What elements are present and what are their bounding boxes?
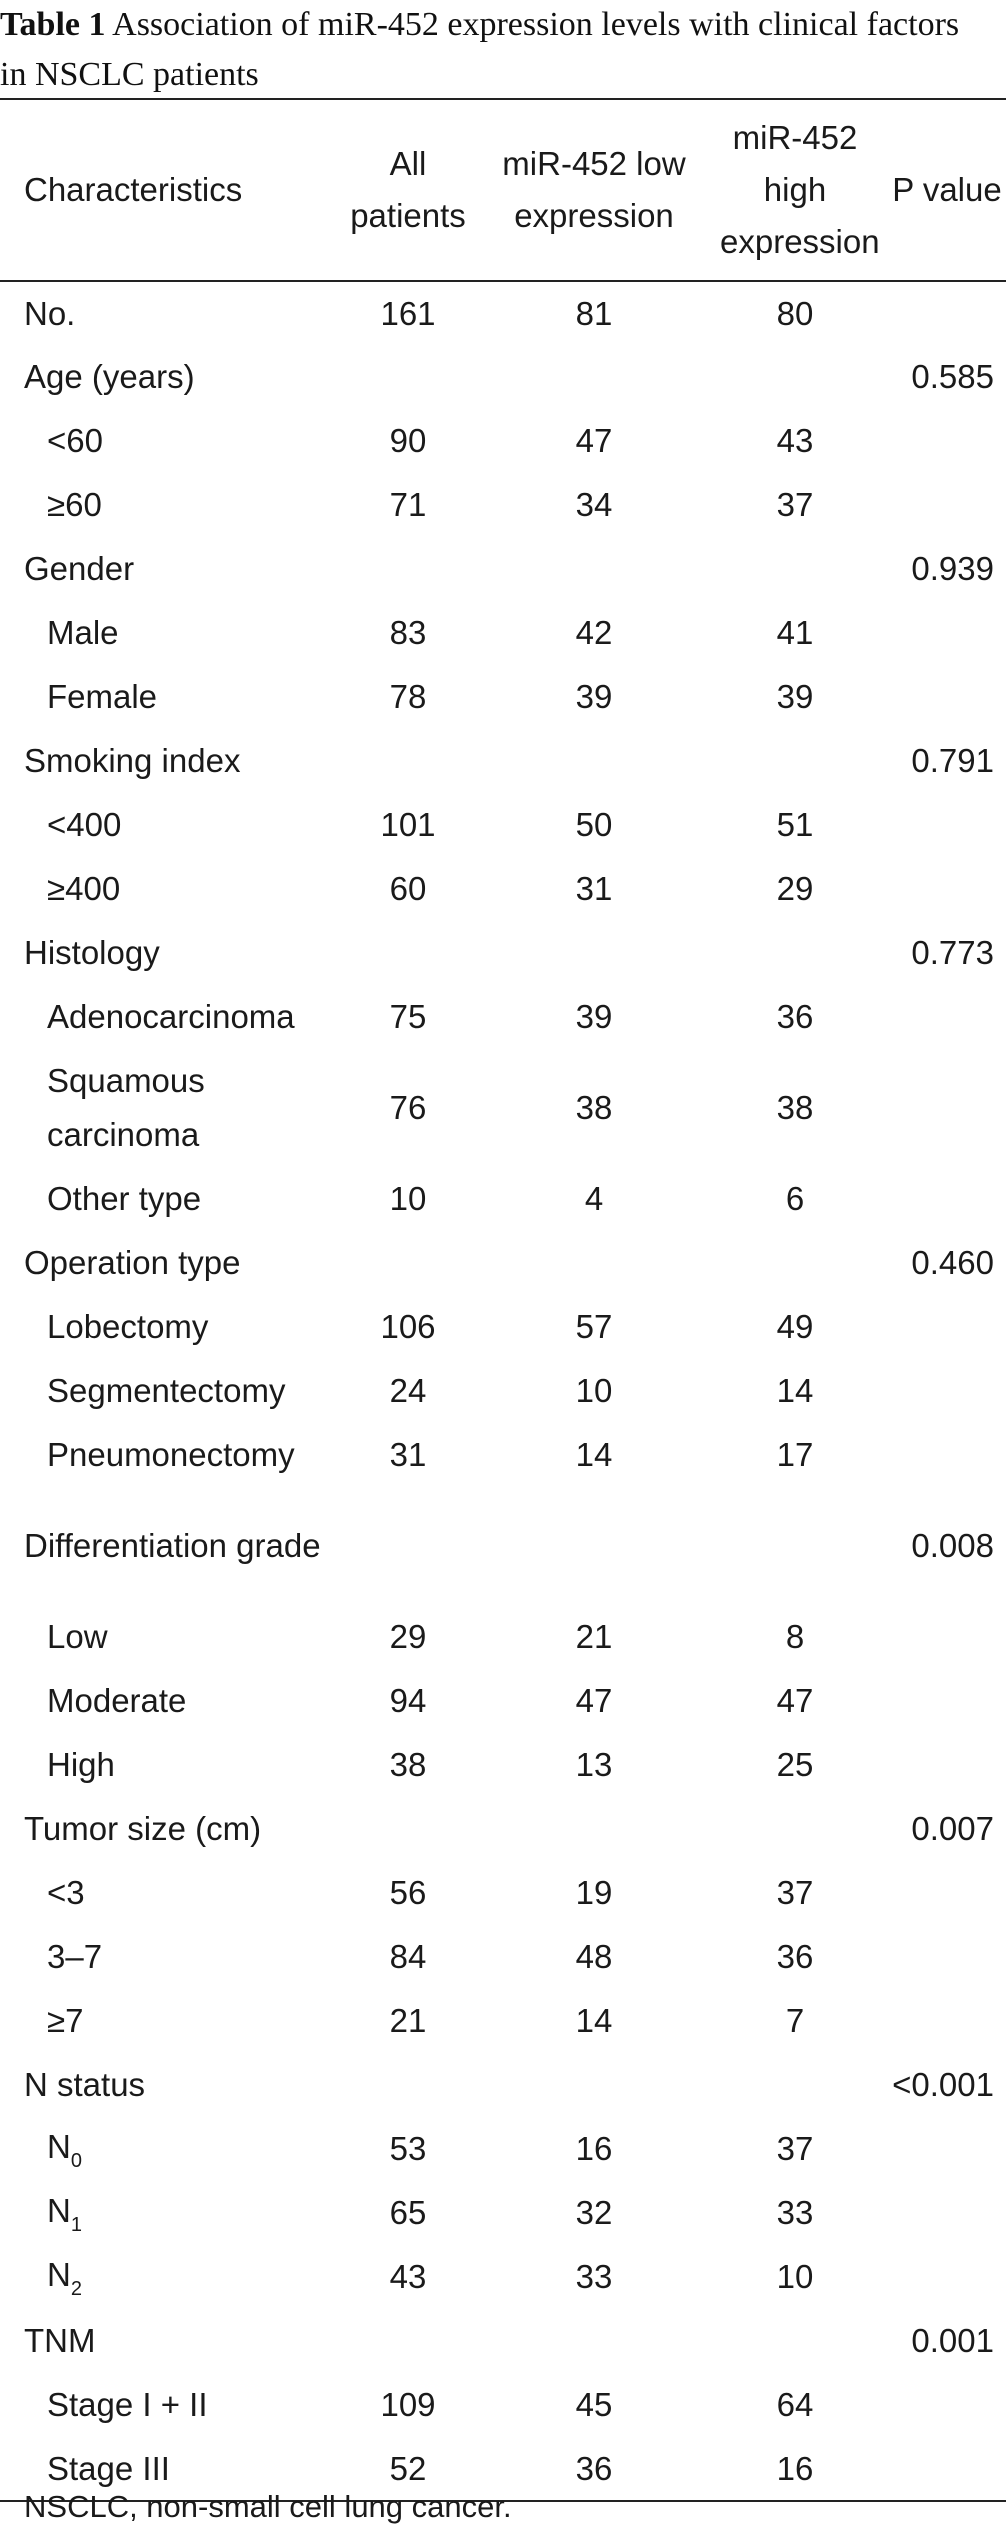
- cell-low-expression: 57: [575, 1308, 613, 1345]
- cell-high-expression: [702, 921, 888, 985]
- table-row: [0, 601, 1006, 665]
- cell-low-expression: 16: [575, 2130, 613, 2167]
- table-row: [0, 857, 1006, 921]
- cell-all-patients: 52: [389, 2449, 427, 2487]
- cell-high-expression: [702, 1487, 888, 1605]
- cell-low-expression: 48: [575, 1938, 613, 1975]
- cell-high-expression: [702, 2309, 888, 2373]
- row-label: [0, 793, 330, 857]
- cell-low-expression: [486, 729, 702, 793]
- cell-high-expression: 43: [776, 422, 814, 459]
- cell-low-expression: 47: [575, 1682, 613, 1719]
- cell-high-expression: 51: [776, 806, 814, 843]
- row-label-subscript: 0: [70, 2149, 82, 2172]
- table-row: [0, 1797, 1006, 1861]
- cell-p-value: [888, 1167, 1006, 1231]
- cell-all-patients: [330, 345, 486, 409]
- cell-high-expression: 47: [776, 1682, 814, 1719]
- cell-high-expression: 16: [776, 2449, 814, 2487]
- cell-p-value: [888, 2117, 1006, 2181]
- row-label: [0, 985, 330, 1049]
- cell-all-patients: 56: [389, 1874, 427, 1911]
- table-row: [0, 1733, 1006, 1797]
- row-label-subscript: 1: [70, 2213, 82, 2236]
- table-caption: [0, 0, 980, 100]
- cell-all-patients: [330, 921, 486, 985]
- table-row: [0, 1423, 1006, 1487]
- cell-high-expression: 37: [776, 486, 814, 523]
- cell-high-expression: 33: [776, 2194, 814, 2231]
- cell-all-patients: 84: [389, 1938, 427, 1975]
- cell-p-value: 0.008: [911, 1527, 994, 1564]
- cell-p-value: [888, 2373, 1006, 2437]
- cell-high-expression: 14: [776, 1372, 814, 1409]
- cell-p-value: [888, 1733, 1006, 1797]
- row-label: [0, 1605, 330, 1669]
- cell-p-value: [888, 665, 1006, 729]
- cell-high-expression: 36: [776, 998, 814, 1035]
- cell-all-patients: [330, 1231, 486, 1295]
- table-header-row: [0, 99, 1006, 281]
- table-row: [0, 1605, 1006, 1669]
- cell-p-value: [888, 473, 1006, 537]
- cell-low-expression: 14: [575, 2002, 613, 2039]
- cell-all-patients: [330, 537, 486, 601]
- row-label-text: N status: [24, 2066, 146, 2103]
- cell-all-patients: 10: [389, 1180, 427, 1217]
- cell-all-patients: [330, 1797, 486, 1861]
- cell-p-value: [888, 1605, 1006, 1669]
- clinical-factors-table: [0, 98, 1006, 2502]
- cell-high-expression: 25: [776, 1746, 814, 1783]
- row-label-text: Moderate: [47, 1682, 187, 1719]
- cell-all-patients: 161: [380, 294, 436, 332]
- cell-all-patients: 21: [389, 2002, 427, 2039]
- cell-all-patients: 71: [389, 486, 427, 523]
- cell-p-value: 0.939: [911, 550, 994, 587]
- row-label-text: Smoking index: [24, 742, 241, 779]
- table-row: [0, 921, 1006, 985]
- table-caption-text: Association of miR-452 expression levels with clinical factors in NSCLC patients: [0, 6, 960, 93]
- row-label: [0, 857, 330, 921]
- cell-p-value: [888, 281, 1006, 345]
- table-row: [0, 1295, 1006, 1359]
- cell-high-expression: 39: [776, 678, 814, 715]
- row-label: [0, 1733, 330, 1797]
- row-label: [0, 1359, 330, 1423]
- row-label: [0, 1487, 330, 1605]
- cell-low-expression: 4: [584, 1180, 604, 1217]
- table-row: [0, 409, 1006, 473]
- cell-p-value: [888, 2181, 1006, 2245]
- cell-low-expression: [486, 921, 702, 985]
- table-row: [0, 1359, 1006, 1423]
- cell-high-expression: 29: [776, 870, 814, 907]
- table-row: [0, 1167, 1006, 1231]
- row-label: [0, 1295, 330, 1359]
- row-label: [0, 345, 330, 409]
- cell-all-patients: [330, 1487, 486, 1605]
- cell-p-value: [888, 793, 1006, 857]
- row-label: [0, 409, 330, 473]
- cell-low-expression: 81: [575, 294, 613, 332]
- cell-low-expression: [486, 1487, 702, 1605]
- cell-p-value: [888, 1295, 1006, 1359]
- cell-low-expression: 10: [575, 1372, 613, 1409]
- row-label: [0, 281, 330, 345]
- row-label-text: ≥7: [47, 2002, 84, 2039]
- cell-p-value: [888, 1989, 1006, 2053]
- header-characteristics: Characteristics: [24, 171, 243, 208]
- cell-high-expression: [702, 2053, 888, 2117]
- cell-all-patients: 101: [380, 806, 436, 843]
- row-label-text: N: [47, 2255, 71, 2293]
- cell-all-patients: 24: [389, 1372, 427, 1409]
- cell-high-expression: 17: [776, 1436, 814, 1473]
- cell-all-patients: 109: [380, 2386, 436, 2423]
- table-body: [0, 281, 1006, 2501]
- row-label-text: Female: [47, 678, 158, 715]
- row-label-text: Lobectomy: [47, 1308, 209, 1345]
- table-row: [0, 2245, 1006, 2309]
- table-row: [0, 793, 1006, 857]
- cell-low-expression: [486, 2053, 702, 2117]
- cell-low-expression: 19: [575, 1874, 613, 1911]
- row-label-text: Low: [47, 1618, 108, 1655]
- cell-p-value: 0.007: [911, 1810, 994, 1847]
- row-label-text: N: [47, 2191, 71, 2229]
- cell-high-expression: 6: [785, 1180, 805, 1217]
- cell-all-patients: 43: [389, 2258, 427, 2295]
- cell-high-expression: [702, 1231, 888, 1295]
- cell-p-value: [888, 1861, 1006, 1925]
- row-label-text: 3–7: [47, 1938, 103, 1975]
- row-label-text: Tumor size (cm): [24, 1810, 262, 1847]
- cell-all-patients: 65: [389, 2194, 427, 2231]
- row-label: [0, 2309, 330, 2373]
- cell-high-expression: [702, 537, 888, 601]
- cell-low-expression: 21: [575, 1618, 613, 1655]
- cell-all-patients: 94: [389, 1682, 427, 1719]
- cell-high-expression: 64: [776, 2386, 814, 2423]
- row-label-text: <3: [47, 1874, 85, 1911]
- cell-low-expression: [486, 345, 702, 409]
- row-label-text: Differentiation grade: [24, 1527, 321, 1564]
- row-label: [0, 1669, 330, 1733]
- row-label: [0, 921, 330, 985]
- cell-all-patients: [330, 2309, 486, 2373]
- cell-p-value: [888, 1359, 1006, 1423]
- table-row: [0, 985, 1006, 1049]
- table-row: [0, 2117, 1006, 2181]
- row-label-text: Age (years): [24, 358, 195, 395]
- cell-low-expression: 32: [575, 2194, 613, 2231]
- row-label: [0, 1167, 330, 1231]
- cell-p-value: [888, 1925, 1006, 1989]
- cell-low-expression: 33: [575, 2258, 613, 2295]
- cell-all-patients: 75: [389, 998, 427, 1035]
- row-label-text: N: [47, 2127, 71, 2165]
- cell-high-expression: 8: [785, 1618, 805, 1655]
- cell-high-expression: 37: [776, 2130, 814, 2167]
- cell-all-patients: [330, 729, 486, 793]
- row-label-text: <400: [47, 806, 122, 843]
- cell-high-expression: [702, 1797, 888, 1861]
- header-p-value: P value: [892, 171, 1002, 208]
- row-label: [0, 1861, 330, 1925]
- table-row: [0, 473, 1006, 537]
- row-label: [0, 729, 330, 793]
- table-row: [0, 2181, 1006, 2245]
- row-label: [0, 2373, 330, 2437]
- row-label-text: Gender: [24, 550, 135, 587]
- cell-low-expression: [486, 1797, 702, 1861]
- cell-high-expression: 41: [776, 614, 814, 651]
- cell-high-expression: 37: [776, 1874, 814, 1911]
- cell-high-expression: [702, 345, 888, 409]
- row-label-text: Pneumonectomy: [47, 1436, 295, 1473]
- header-high-expression: miR-452 high expression: [720, 119, 880, 260]
- cell-all-patients: 83: [389, 614, 427, 651]
- table-row: [0, 1487, 1006, 1605]
- cell-low-expression: 42: [575, 614, 613, 651]
- cell-high-expression: 36: [776, 1938, 814, 1975]
- cell-low-expression: 39: [575, 678, 613, 715]
- cell-low-expression: 36: [575, 2449, 613, 2487]
- table-row: [0, 537, 1006, 601]
- cell-all-patients: 38: [389, 1746, 427, 1783]
- row-label: [0, 2117, 330, 2181]
- row-label-text: Histology: [24, 934, 160, 971]
- header-low-expression: miR-452 low expression: [502, 145, 686, 234]
- cell-high-expression: 7: [785, 2002, 805, 2039]
- row-label-text: Other type: [47, 1180, 202, 1217]
- cell-all-patients: 106: [380, 1308, 436, 1345]
- row-label: [0, 1231, 330, 1295]
- row-label: [0, 2053, 330, 2117]
- cell-low-expression: 50: [575, 806, 613, 843]
- table-row: [0, 1049, 1006, 1167]
- cell-p-value: [888, 1423, 1006, 1487]
- cell-low-expression: 38: [575, 1089, 613, 1126]
- table-row: [0, 1989, 1006, 2053]
- cell-high-expression: [702, 729, 888, 793]
- row-label: [0, 1423, 330, 1487]
- row-label-text: Adenocarcinoma: [47, 998, 295, 1035]
- row-label: [0, 2245, 330, 2309]
- cell-p-value: [888, 409, 1006, 473]
- row-label-text: High: [47, 1746, 115, 1783]
- row-label: [0, 665, 330, 729]
- cell-low-expression: 31: [575, 870, 613, 907]
- cell-p-value: 0.791: [911, 742, 994, 779]
- cell-p-value: [888, 857, 1006, 921]
- row-label: [0, 1049, 330, 1167]
- table-row: [0, 1925, 1006, 1989]
- cell-low-expression: 34: [575, 486, 613, 523]
- table-caption-label: Table 1: [0, 6, 106, 43]
- row-label-text: Stage III: [47, 2449, 170, 2487]
- row-label-text: Male: [47, 614, 119, 651]
- row-label-text: Operation type: [24, 1244, 241, 1281]
- cell-all-patients: 78: [389, 678, 427, 715]
- row-label: [0, 537, 330, 601]
- table-row: [0, 281, 1006, 345]
- row-label: [0, 473, 330, 537]
- cell-all-patients: 53: [389, 2130, 427, 2167]
- table-row: [0, 665, 1006, 729]
- cell-low-expression: 13: [575, 1746, 613, 1783]
- row-label: [0, 1925, 330, 1989]
- cell-high-expression: 38: [776, 1089, 814, 1126]
- cell-low-expression: 39: [575, 998, 613, 1035]
- cell-p-value: [888, 2245, 1006, 2309]
- cell-p-value: 0.460: [911, 1244, 994, 1281]
- cell-p-value: [888, 1049, 1006, 1167]
- row-label-subscript: 2: [70, 2277, 82, 2300]
- row-label-text: <60: [47, 422, 103, 459]
- table-row: [0, 729, 1006, 793]
- row-label-text: Segmentectomy: [47, 1372, 286, 1409]
- cell-p-value: <0.001: [892, 2066, 994, 2103]
- cell-p-value: [888, 601, 1006, 665]
- table-footnote: NSCLC, non-small cell lung cancer.: [24, 2489, 512, 2524]
- cell-all-patients: 60: [389, 870, 427, 907]
- cell-low-expression: 14: [575, 1436, 613, 1473]
- cell-p-value: [888, 2437, 1006, 2501]
- table-row: [0, 1231, 1006, 1295]
- cell-p-value: 0.773: [911, 934, 994, 971]
- cell-low-expression: 47: [575, 422, 613, 459]
- row-label-text: ≥400: [47, 870, 121, 907]
- row-label: [0, 601, 330, 665]
- table-row: [0, 2373, 1006, 2437]
- cell-p-value: 0.001: [911, 2322, 994, 2359]
- cell-all-patients: [330, 2053, 486, 2117]
- cell-all-patients: 76: [389, 1089, 427, 1126]
- row-label-text: ≥60: [47, 486, 102, 523]
- table-row: [0, 345, 1006, 409]
- row-label-text: No.: [24, 294, 76, 332]
- cell-low-expression: [486, 537, 702, 601]
- cell-high-expression: 80: [776, 294, 814, 332]
- cell-low-expression: [486, 1231, 702, 1295]
- table-row: [0, 2309, 1006, 2373]
- row-label-text: Squamous carcinoma: [47, 1062, 205, 1153]
- cell-all-patients: 90: [389, 422, 427, 459]
- header-all-patients: All patients: [350, 145, 466, 234]
- cell-high-expression: 10: [776, 2258, 814, 2295]
- cell-high-expression: 49: [776, 1308, 814, 1345]
- cell-p-value: 0.585: [911, 358, 994, 395]
- table-row: [0, 1861, 1006, 1925]
- cell-p-value: [888, 985, 1006, 1049]
- row-label: [0, 2181, 330, 2245]
- row-label-text: Stage I + II: [47, 2386, 208, 2423]
- cell-low-expression: [486, 2309, 702, 2373]
- row-label: [0, 1797, 330, 1861]
- cell-p-value: [888, 1669, 1006, 1733]
- cell-low-expression: 45: [575, 2386, 613, 2423]
- row-label-text: TNM: [24, 2322, 96, 2359]
- cell-all-patients: 29: [389, 1618, 427, 1655]
- cell-all-patients: 31: [389, 1436, 427, 1473]
- row-label: [0, 1989, 330, 2053]
- table-row: [0, 2053, 1006, 2117]
- table-row: [0, 1669, 1006, 1733]
